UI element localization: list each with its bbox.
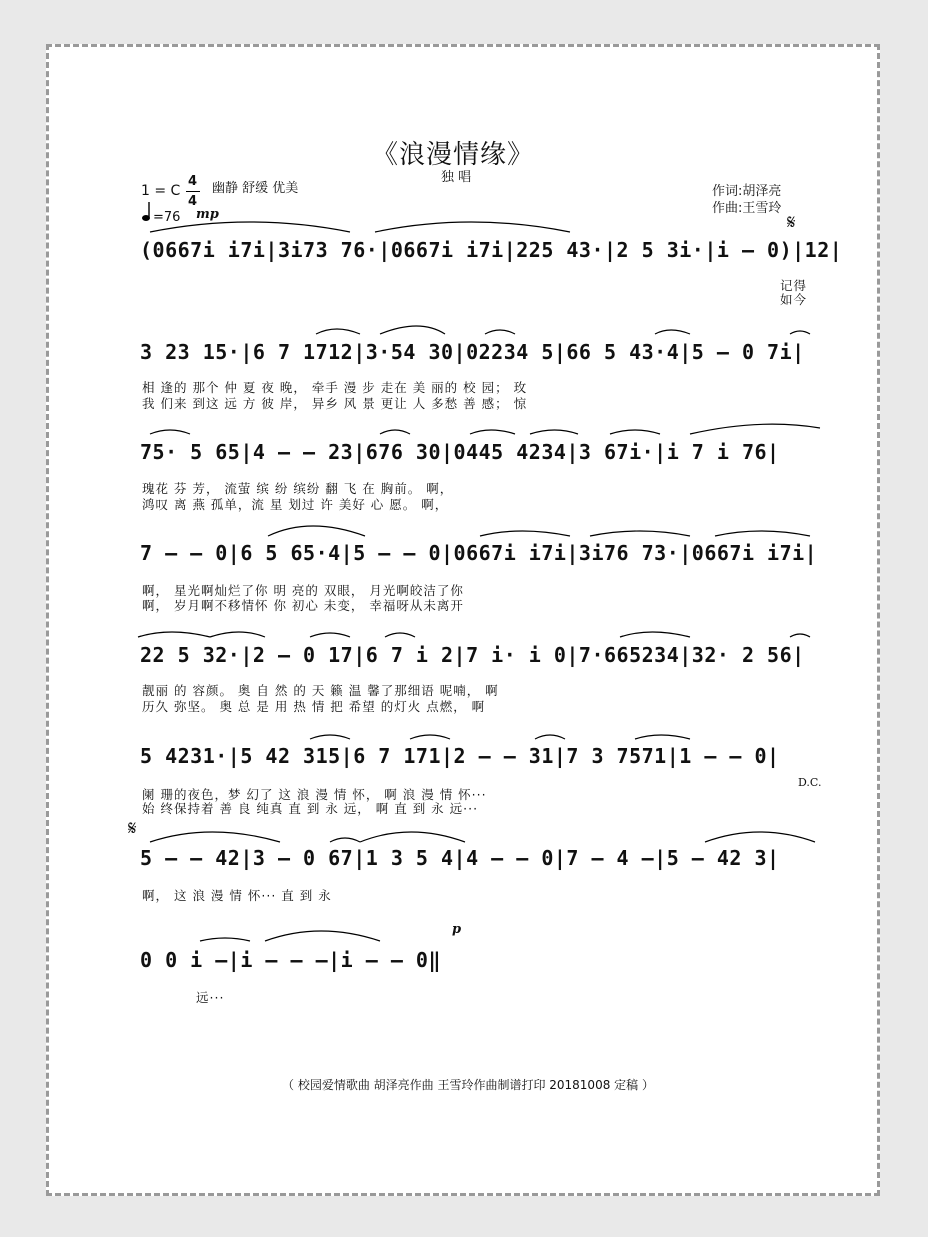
lyricist-credit: 作词:胡泽亮 — [712, 184, 782, 199]
footer-note: （ 校园爱情歌曲 胡泽亮作曲 王雪玲作曲制谱打印 20181008 定稿 ） — [282, 1078, 654, 1092]
dynamic-start: mp — [196, 207, 219, 222]
dynamic-end: p — [452, 922, 462, 937]
time-signature-top: 4 — [188, 174, 198, 189]
lyric-line-4b: 啊， 岁月啊不移情怀 你 初心 未变， 幸福呀从未离开 — [142, 598, 464, 613]
time-signature-bottom: 4 — [188, 194, 198, 209]
da-capo-marking: D.C. — [798, 776, 822, 789]
song-title: 《浪漫情缘》 — [372, 140, 535, 170]
lyric-line-5a: 靓丽 的 容颜。 奥 自 然 的 天 籁 温 馨了那细语 呢喃， 啊 — [142, 683, 499, 698]
lyric-line-3b: 鸿叹 离 燕 孤单，流 星 划过 许 美好 心 愿。 啊， — [142, 497, 449, 512]
lyric-line-6a: 阑 珊的夜色，梦 幻了 这 浪 漫 情 怀， 啊 浪 漫 情 怀··· — [142, 787, 487, 802]
side-lyric-2: 如今 — [780, 292, 808, 307]
side-lyric-1: 记得 — [780, 278, 808, 293]
music-line-8: 0 0 i –|i – – –|i – – 0‖ — [140, 948, 441, 972]
music-line-5: 22 5 32·|2 – 0 17|6 7 i 2|7 i· i 0|7·665234|32· 2 56| — [140, 643, 805, 667]
music-line-1: (0667i i7i|3i73 76·|0667i i7i|225 43·|2 5 3i·|i – 0)|12| — [140, 238, 843, 262]
music-line-3: 75· 5 65|4 – – 23|676 30|0445 4234|3 67i·|i 7 i 76| — [140, 440, 780, 464]
lyric-line-4a: 啊， 星光啊灿烂了你 明 亮的 双眼， 月光啊皎洁了你 — [142, 583, 464, 598]
music-line-4: 7 – – 0|6 5 65·4|5 – – 0|0667i i7i|3i76 73·|0667i i7i| — [140, 541, 818, 565]
music-line-7: 5 – – 42|3 – 0 67|1 3 5 4|4 – – 0|7 – 4 –|5 – 42 3| — [140, 846, 780, 870]
lyric-line-7a: 啊， 这 浪 漫 情 怀··· 直 到 永 — [142, 888, 332, 903]
lyric-line-6b: 始 终保持着 善 良 纯真 直 到 永 远， 啊 直 到 永 远··· — [142, 801, 479, 816]
key-signature: 1 = C — [141, 183, 181, 199]
lyric-line-3a: 瑰花 芬 芳， 流萤 缤 纷 缤纷 翻 飞 在 胸前。 啊， — [142, 481, 454, 496]
lyric-line-5b: 历久 弥坚。 奥 总 是 用 热 情 把 希望 的灯火 点燃， 啊 — [142, 699, 486, 714]
segno-icon: 𝄋 — [787, 210, 796, 234]
lyric-line-2a: 相 逢的 那个 仲 夏 夜 晚， 牵手 漫 步 走在 美 丽的 校 园； 玫 — [142, 380, 528, 395]
lyric-line-8a: 远··· — [196, 990, 225, 1005]
music-line-2: 3 23 15·|6 7 1712|3·54 30|02234 5|66 5 43·4|5 – 0 7i| — [140, 340, 805, 364]
segno-icon-2: 𝄋 — [128, 816, 137, 840]
performance-type: 独 唱 — [441, 170, 472, 185]
music-line-6: 5 4231·|5 42 315|6 7 171|2 – – 31|7 3 7571|1 – – 0| — [140, 744, 780, 768]
composer-credit: 作曲:王雪玲 — [712, 201, 782, 216]
expression-marking: 幽静 舒缓 优美 — [212, 181, 299, 196]
tempo-marking: =76 — [153, 210, 181, 225]
lyric-line-2b: 我 们来 到这 远 方 彼 岸， 异乡 风 景 更让 人 多愁 善 感； 惊 — [142, 396, 528, 411]
